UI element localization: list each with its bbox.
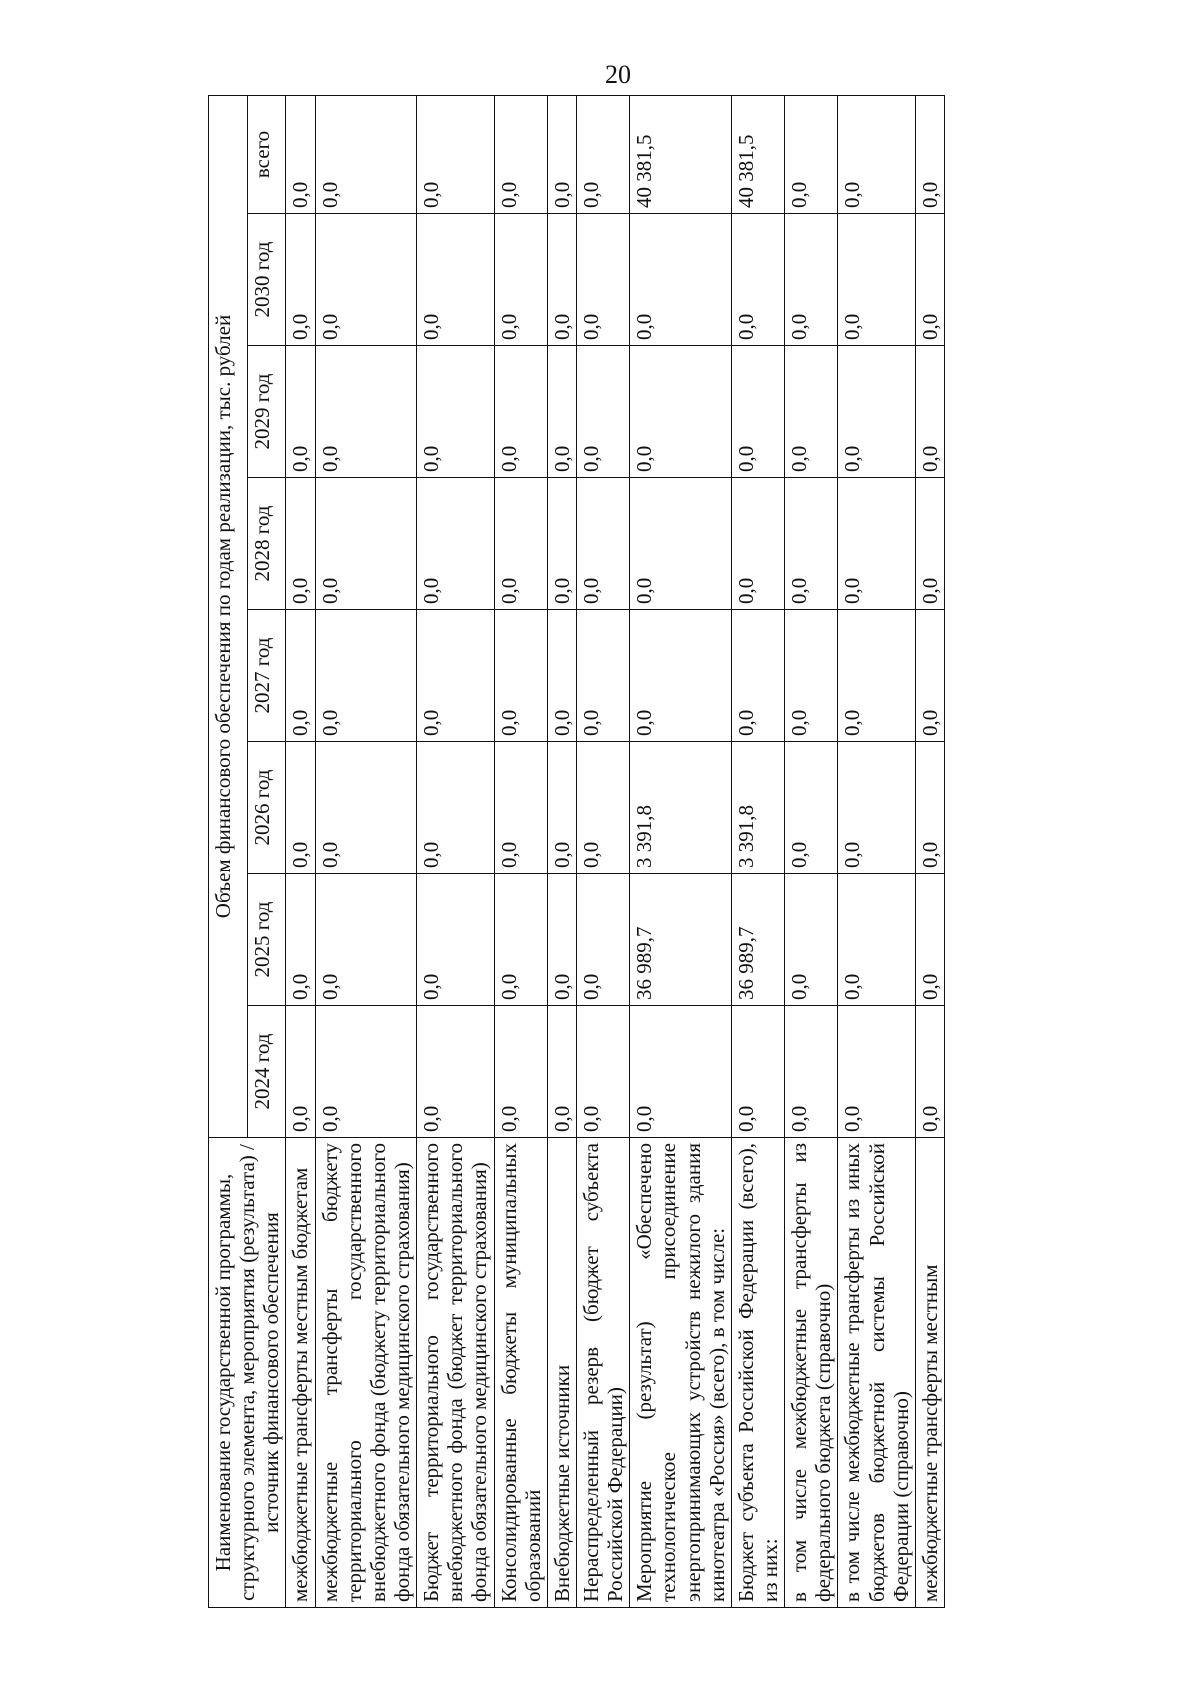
row-value-cell: 0,0 <box>576 1006 629 1138</box>
table-row <box>576 95 629 1607</box>
table-row <box>915 95 944 1607</box>
row-value-cell: 0,0 <box>494 874 547 1006</box>
header-year: 2030 год <box>247 214 286 346</box>
row-value-cell: 0,0 <box>915 346 944 478</box>
row-value-cell: 0,0 <box>785 214 838 346</box>
header-volume-title: Объем финансового обеспечения по годам реализации, тыс. рублей <box>209 95 248 1137</box>
row-value-cell: 0,0 <box>838 1006 915 1138</box>
row-value-cell: 0,0 <box>915 1006 944 1138</box>
row-total-cell: 0,0 <box>315 95 417 213</box>
row-value-cell: 0,0 <box>785 478 838 610</box>
row-value-cell: 0,0 <box>494 346 547 478</box>
header-name-column: Наименование государственной программы, структурного элемента, мероприятия (результата) / источник финансового обеспечения <box>209 1138 286 1608</box>
table-row <box>731 95 784 1607</box>
row-name-cell: Бюджет территориального государственного внебюджетного фонда (бюджет территориального фонда обязательного медицинского страхования) <box>417 1138 494 1608</box>
header-year: 2029 год <box>247 346 286 478</box>
financing-table <box>208 95 945 1608</box>
row-value-cell: 0,0 <box>286 874 315 1006</box>
row-value-cell: 0,0 <box>838 214 915 346</box>
row-value-cell: 0,0 <box>286 478 315 610</box>
row-value-cell: 0,0 <box>417 478 494 610</box>
row-total-cell: 0,0 <box>576 95 629 213</box>
header-year: 2024 год <box>247 1006 286 1138</box>
row-value-cell: 0,0 <box>315 874 417 1006</box>
row-value-cell: 0,0 <box>576 478 629 610</box>
row-value-cell: 0,0 <box>785 874 838 1006</box>
row-value-cell: 0,0 <box>286 610 315 742</box>
row-total-cell: 0,0 <box>417 95 494 213</box>
row-name-cell: Консолидированные бюджеты муниципальных образований <box>494 1138 547 1608</box>
row-value-cell: 0,0 <box>547 874 576 1006</box>
row-value-cell: 0,0 <box>630 1006 732 1138</box>
row-name-cell: межбюджетные трансферты бюджету территориального государственного внебюджетного фонда (бюджету территориального фонда обязательного медицинского страхования) <box>315 1138 417 1608</box>
row-value-cell: 0,0 <box>494 214 547 346</box>
row-value-cell: 0,0 <box>315 478 417 610</box>
row-value-cell: 0,0 <box>838 478 915 610</box>
row-value-cell: 0,0 <box>547 346 576 478</box>
rotated-table-canvas <box>208 96 1143 1608</box>
row-value-cell: 0,0 <box>915 874 944 1006</box>
row-value-cell: 0,0 <box>576 346 629 478</box>
row-value-cell: 0,0 <box>731 1006 784 1138</box>
row-value-cell: 0,0 <box>417 214 494 346</box>
header-year: 2025 год <box>247 874 286 1006</box>
row-value-cell: 0,0 <box>915 742 944 874</box>
row-value-cell: 0,0 <box>494 478 547 610</box>
row-value-cell: 0,0 <box>315 742 417 874</box>
row-value-cell: 0,0 <box>286 346 315 478</box>
table-body <box>286 95 945 1607</box>
table-row <box>286 95 315 1607</box>
row-value-cell: 0,0 <box>547 214 576 346</box>
row-value-cell: 0,0 <box>630 478 732 610</box>
header-year: 2028 год <box>247 478 286 610</box>
row-value-cell: 0,0 <box>494 610 547 742</box>
row-total-cell: 0,0 <box>547 95 576 213</box>
row-value-cell: 0,0 <box>838 346 915 478</box>
rotated-table-wrapper <box>208 96 1143 1608</box>
row-value-cell: 0,0 <box>915 610 944 742</box>
row-total-cell: 0,0 <box>494 95 547 213</box>
row-total-cell: 0,0 <box>915 95 944 213</box>
table-row <box>494 95 547 1607</box>
row-name-cell: межбюджетные трансферты местным <box>915 1138 944 1608</box>
row-name-cell: Внебюджетные источники <box>547 1138 576 1608</box>
row-value-cell: 0,0 <box>731 214 784 346</box>
row-value-cell: 0,0 <box>547 478 576 610</box>
row-value-cell: 3 391,8 <box>630 742 732 874</box>
row-value-cell: 0,0 <box>838 874 915 1006</box>
row-value-cell: 0,0 <box>417 874 494 1006</box>
row-total-cell: 0,0 <box>286 95 315 213</box>
row-value-cell: 36 989,7 <box>731 874 784 1006</box>
row-value-cell: 0,0 <box>417 346 494 478</box>
row-value-cell: 0,0 <box>286 742 315 874</box>
row-value-cell: 0,0 <box>915 478 944 610</box>
row-name-cell: Мероприятие (результат) «Обеспечено технологическое присоединение энергопринимающих устройств нежилого здания кинотеатра «Россия» (всего), в том числе: <box>630 1138 732 1608</box>
row-value-cell: 0,0 <box>576 214 629 346</box>
row-value-cell: 0,0 <box>630 214 732 346</box>
row-value-cell: 0,0 <box>494 1006 547 1138</box>
table-row <box>838 95 915 1607</box>
row-name-cell: Бюджет субъекта Российской Федерации (всего), из них: <box>731 1138 784 1608</box>
row-total-cell: 40 381,5 <box>731 95 784 213</box>
row-total-cell: 40 381,5 <box>630 95 732 213</box>
row-value-cell: 0,0 <box>576 742 629 874</box>
row-value-cell: 0,0 <box>785 742 838 874</box>
row-value-cell: 0,0 <box>731 346 784 478</box>
row-value-cell: 0,0 <box>494 742 547 874</box>
header-year: 2026 год <box>247 742 286 874</box>
row-total-cell: 0,0 <box>785 95 838 213</box>
row-value-cell: 3 391,8 <box>731 742 784 874</box>
row-value-cell: 0,0 <box>286 214 315 346</box>
row-value-cell: 0,0 <box>547 742 576 874</box>
row-value-cell: 0,0 <box>630 346 732 478</box>
row-value-cell: 0,0 <box>286 1006 315 1138</box>
row-value-cell: 0,0 <box>576 610 629 742</box>
row-value-cell: 0,0 <box>315 1006 417 1138</box>
row-value-cell: 0,0 <box>417 610 494 742</box>
row-value-cell: 0,0 <box>731 610 784 742</box>
table-row <box>630 95 732 1607</box>
row-value-cell: 0,0 <box>785 610 838 742</box>
row-total-cell: 0,0 <box>838 95 915 213</box>
row-name-cell: в том числе межбюджетные трансферты из федерального бюджета (справочно) <box>785 1138 838 1608</box>
row-name-cell: Нераспределенный резерв (бюджет субъекта Российской Федерации) <box>576 1138 629 1608</box>
row-value-cell: 0,0 <box>576 874 629 1006</box>
row-value-cell: 0,0 <box>731 478 784 610</box>
table-row <box>547 95 576 1607</box>
row-value-cell: 0,0 <box>417 742 494 874</box>
row-value-cell: 0,0 <box>915 214 944 346</box>
row-name-cell: в том числе межбюджетные трансферты из иных бюджетов бюджетной системы Российской Федерации (справочно) <box>838 1138 915 1608</box>
row-value-cell: 0,0 <box>315 610 417 742</box>
row-value-cell: 0,0 <box>417 1006 494 1138</box>
row-value-cell: 36 989,7 <box>630 874 732 1006</box>
row-value-cell: 0,0 <box>315 214 417 346</box>
row-value-cell: 0,0 <box>785 1006 838 1138</box>
row-value-cell: 0,0 <box>315 346 417 478</box>
page-number: 20 <box>605 60 631 89</box>
header-year: 2027 год <box>247 610 286 742</box>
row-value-cell: 0,0 <box>785 346 838 478</box>
row-value-cell: 0,0 <box>547 610 576 742</box>
table-row <box>417 95 494 1607</box>
row-name-cell: межбюджетные трансферты местным бюджетам <box>286 1138 315 1608</box>
row-value-cell: 0,0 <box>547 1006 576 1138</box>
row-value-cell: 0,0 <box>838 610 915 742</box>
row-value-cell: 0,0 <box>630 610 732 742</box>
header-total: всего <box>247 95 286 213</box>
table-row <box>785 95 838 1607</box>
row-value-cell: 0,0 <box>838 742 915 874</box>
table-row <box>315 95 417 1607</box>
